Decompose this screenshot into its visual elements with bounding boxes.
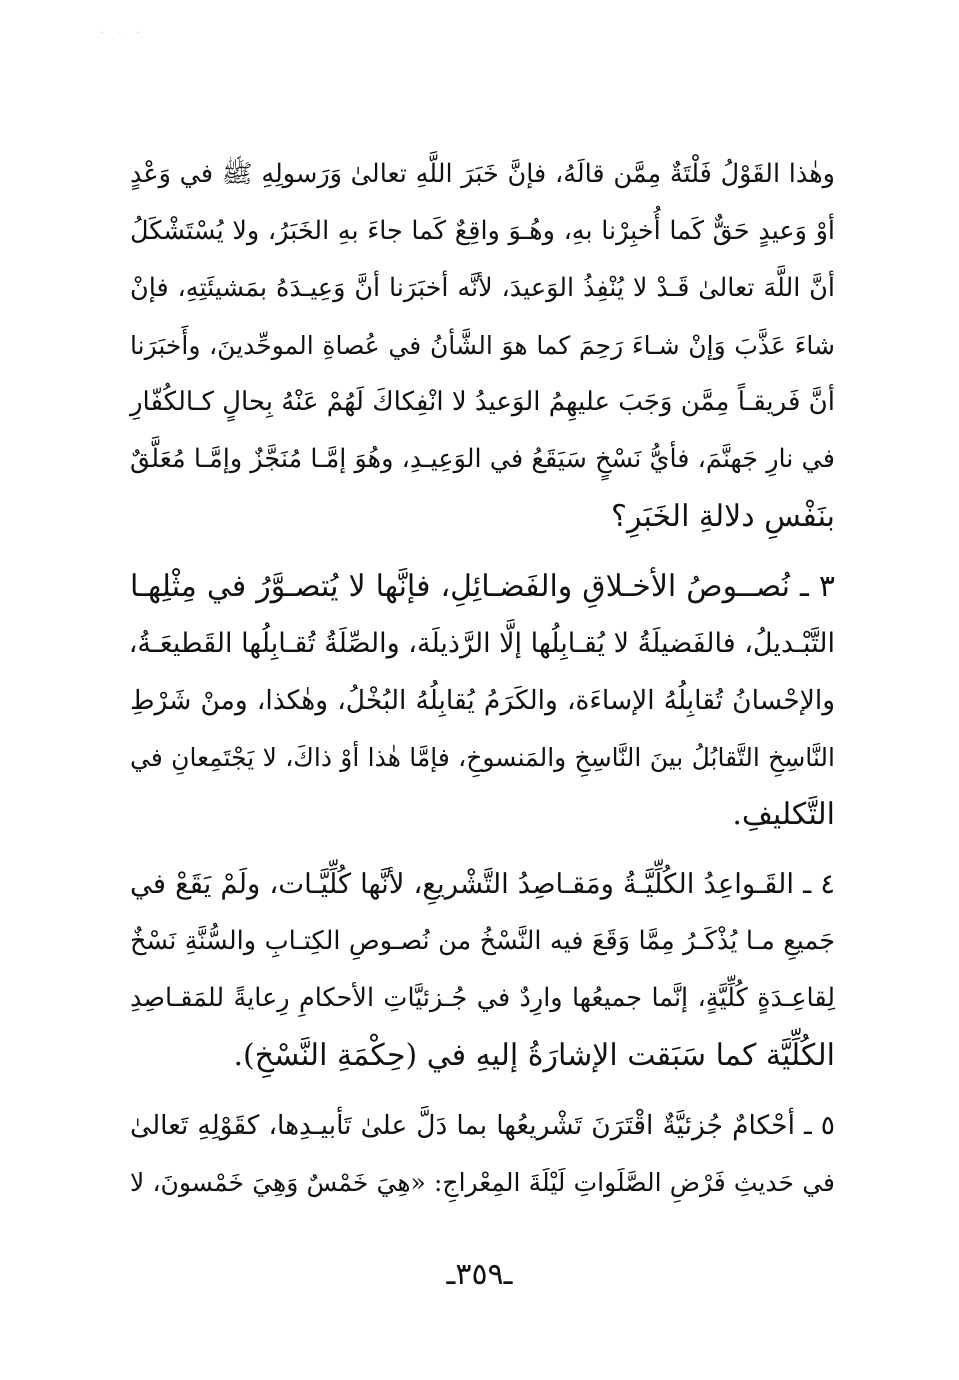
text-line: في حَديثِ فَرْضِ الصَّلَواتِ لَيْلَةَ المِعْراجِ: «هِيَ خَمْسٌ وَهِيَ خَمْسونَ، لا (130, 1168, 835, 1197)
text-line: بنَفْسِ دلالةِ الخَبَرِ؟ (611, 499, 835, 534)
text-line: التَّكليفِ. (732, 797, 835, 832)
scan-marks: · · · (100, 28, 146, 39)
text-line: الكُلِّيَّة كما سَبَقت الإشارَةُ إليهِ في (حِكْمَةِ النَّسْخِ). (233, 1038, 835, 1073)
text-line: شاءَ عَذَّبَ وَإنْ شـاءَ رَحِمَ كما هوَ الشَّأنُ في عُصاةِ الموحِّدينَ، وأَخبَرَنا (130, 331, 835, 360)
text-line: أنَّ اللَّهَ تعالىٰ قَـدْ لا يُنْفِذُ الوَعيدَ، لأنَّه أخبَرَنا أنَّ وَعِيـدَهُ بمَشيئَتِهِ، فإنْ (130, 273, 835, 303)
text-line: أوْ وَعيدٍ حَقٌّ كَما أُخبِرْنا بهِ، وهُـوَ واقِعٌ كَما جاءَ بهِ الخَبَرُ، ولا يُسْتَشْكَلُ (130, 216, 835, 246)
text-line: ٤ ـ القَـواعِدُ الكُلِّيَّـةُ ومَقـاصِدُ التَّشْريعِ، لأنَّها كُلِّيَّـات، ولَمْ يَقَعْ في (130, 868, 835, 900)
paragraph-3 (130, 856, 835, 1084)
text-line: في نارِ جَهنَّمَ، فأيُّ نَسْخٍ سَيَقَعُ في الوَعِيـدِ، وهُوَ إمَّـا مُنَجَّزٌ وإمَّـا مُعَلَّقٌ (130, 444, 835, 474)
page-number: ـ٣٥٩ـ (446, 1257, 513, 1292)
text-line: النَّاسِخِ التَّقابُلُ بينَ النَّاسِخِ والمَنسوخِ، فإمَّا هٰذا أوْ ذاكَ، لا يَجْتَمِعانِ في (130, 743, 835, 772)
text-line: ٣ ـ نُصــوصُ الأخـلاقِ والفَضـائِلِ، فإنَّها لا يُتصـوَّرُ في مِثْلِهـا (130, 569, 835, 604)
text-line: ٥ ـ أحْكامٌ جُزئيَّةٌ اقْتَرَنَ تَشْريعُها بما دَلَّ علىٰ تَأبيـدِها، كقَوْلِهِ تَعالىٰ (130, 1110, 835, 1141)
paragraph-1 (130, 146, 835, 545)
text-line: التَّبْـديلُ، فالفَضيلَةُ لا يُقـابِلُها إلَّا الرَّذيلَة، والصِّلَةُ تُقـابِلُها القَطيعَـةُ، (128, 628, 835, 659)
text-line: والإحْسانُ تُقابِلُهُ الإساءَة، والكَرَمُ يُقابِلُهُ البُخْلُ، وهٰكذا، ومنْ شَرْطِ (130, 685, 835, 716)
text-line: لِقاعِـدَةٍ كُلِّيَّةٍ، إنَّما جميعُها وارِدٌ في جُـزئيَّاتِ الأحكامِ رِعايةً للمَقـاصِدِ (130, 983, 835, 1013)
paragraph-4 (130, 1097, 835, 1211)
text-line: وهٰذا القَوْلُ فَلْتَةٌ مِمَّن قالَهُ، فإنَّ خَبَرَ اللَّهِ تعالىٰ وَرَسولِهِ ﷺ في وَعْدٍ (130, 159, 835, 189)
paragraph-2 (130, 558, 835, 843)
text-line: أنَّ فَريقـاً مِمَّن وَجَبَ عليهِمُ الوَعيدُ لا انْفِكاكَ لَهُمْ عَنْهُ بِحالٍ كـالكُفّارِ (130, 387, 835, 417)
text-line: جَميعِ مـا يُذْكَـرُ مِمَّا وَقَعَ فيه النَّسْخُ من نُصـوصِ الكِتـابِ والسُّنَّةِ نَسْخٌ (130, 926, 835, 956)
body-text (130, 146, 835, 1211)
